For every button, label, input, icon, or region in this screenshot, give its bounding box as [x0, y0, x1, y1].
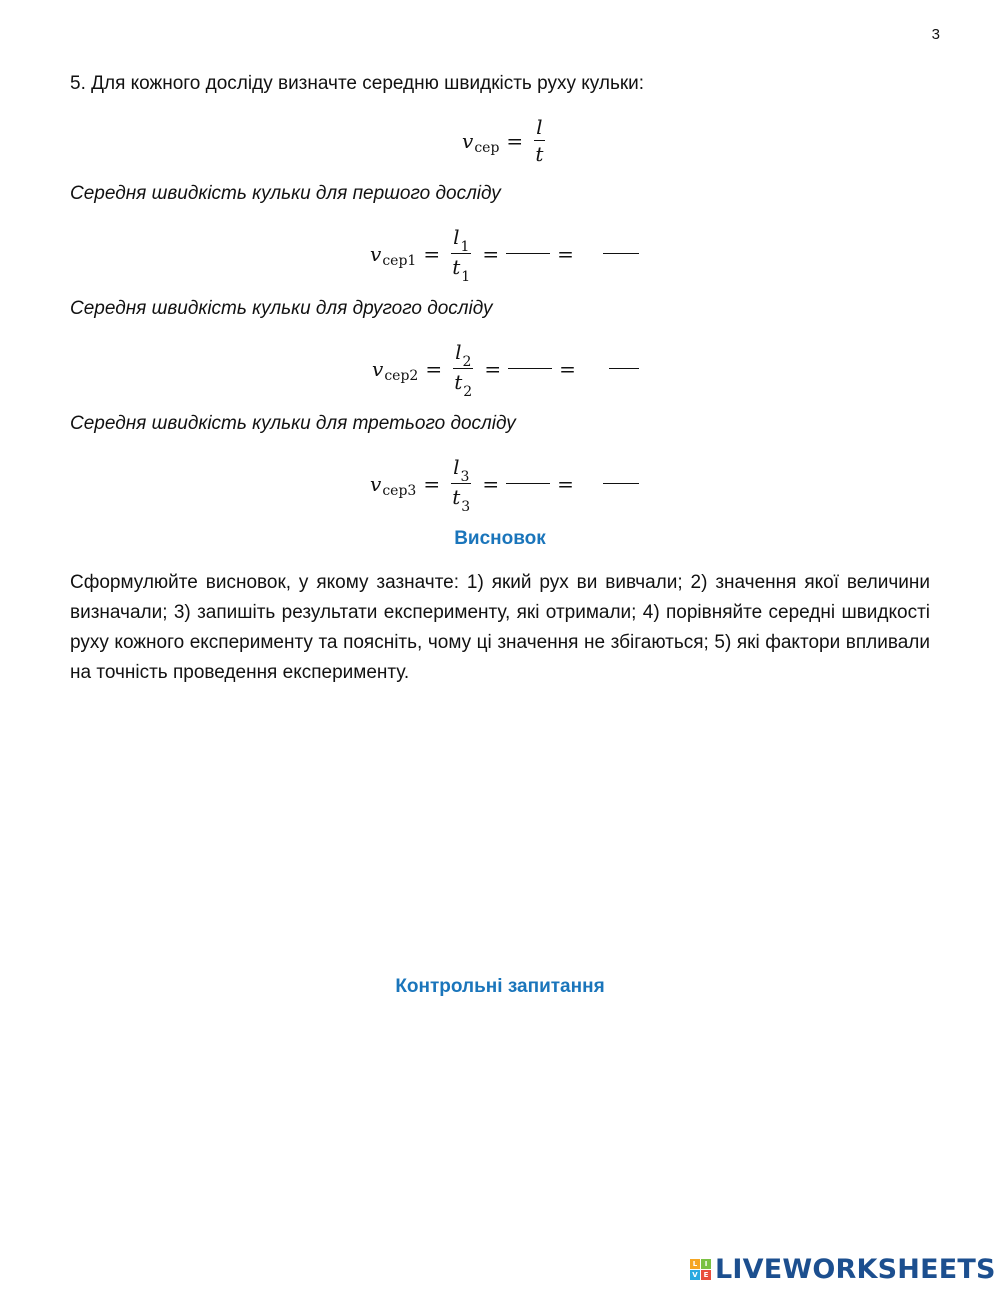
denominator-index: 2 — [463, 384, 473, 400]
formula-equals: = — [559, 356, 576, 381]
experiment-3-caption: Середня швидкість кульки для третього досліду — [70, 413, 516, 434]
formula-numerator: l — [455, 340, 462, 364]
formula-subscript: сер — [474, 139, 500, 156]
formula-equals: = — [506, 128, 524, 153]
formula-fraction — [451, 225, 471, 285]
experiment-1-formula — [370, 225, 639, 285]
formula-subscript: сер1 — [382, 252, 417, 269]
numerator-index: 3 — [460, 469, 470, 485]
formula-v: v — [370, 241, 382, 266]
page-number: 3 — [931, 26, 940, 43]
formula-v: v — [372, 356, 384, 381]
logo-text: LIVEWORKSHEETS — [715, 1254, 996, 1285]
formula-v: v — [370, 471, 382, 496]
formula-numerator: l — [453, 225, 460, 249]
logo-mark-icon — [690, 1259, 711, 1280]
experiment-1-caption: Середня швидкість кульки для першого досліду — [70, 183, 501, 204]
formula-equals: = — [425, 356, 443, 381]
formula-equals: = — [482, 241, 500, 266]
logo-letter: L — [690, 1259, 700, 1269]
formula-denominator: t — [452, 255, 461, 279]
experiment-2-formula — [372, 340, 639, 400]
numerator-index: 1 — [460, 239, 470, 255]
formula-equals: = — [557, 471, 574, 496]
answer-blank-result[interactable] — [609, 368, 639, 369]
formula-equals: = — [482, 471, 500, 496]
logo-letter: V — [690, 1270, 700, 1280]
denominator-index: 3 — [461, 499, 471, 515]
formula-equals: = — [423, 471, 441, 496]
formula-fraction — [451, 455, 471, 515]
formula-numerator: l — [536, 115, 543, 139]
logo-letter: E — [701, 1270, 711, 1280]
formula-equals: = — [423, 241, 441, 266]
formula-equals: = — [557, 241, 574, 266]
experiment-2-caption: Середня швидкість кульки для другого досліду — [70, 298, 493, 319]
conclusion-instructions: Сформулюйте висновок, у якому зазначте: 1) який рух ви вивчали; 2) значення якої величини визначали; 3) запишіть результати експерименту, які отримали; 4) порівняйте середні швидкості руху кожного експерименту та поясніть, чому ці значення не збігаються; 5) які фактори впливали на точність проведення експерименту. — [70, 572, 930, 683]
formula-v: v — [462, 128, 474, 153]
experiment-3-formula — [370, 455, 639, 515]
formula-denominator: t — [535, 142, 544, 166]
answer-blank-fraction[interactable] — [508, 368, 552, 369]
liveworksheets-logo[interactable] — [690, 1254, 996, 1285]
logo-letter: I — [701, 1259, 711, 1269]
formula-fraction — [534, 116, 544, 165]
formula-numerator: l — [453, 455, 460, 479]
answer-blank-result[interactable] — [603, 253, 639, 254]
formula-subscript: сер2 — [384, 367, 419, 384]
numerator-index: 2 — [462, 354, 472, 370]
formula-fraction — [453, 340, 473, 400]
formula-denominator: t — [454, 370, 463, 394]
conclusion-heading: Висновок — [454, 528, 546, 549]
formula-denominator: t — [452, 485, 461, 509]
answer-blank-result[interactable] — [603, 483, 639, 484]
average-speed-formula — [462, 116, 549, 165]
control-questions-heading: Контрольні запитання — [395, 976, 605, 997]
formula-equals: = — [484, 356, 502, 381]
denominator-index: 1 — [461, 269, 471, 285]
task-instruction: 5. Для кожного досліду визначте середню швидкість руху кульки: — [70, 73, 645, 94]
formula-subscript: сер3 — [382, 482, 417, 499]
answer-blank-fraction[interactable] — [506, 483, 550, 484]
answer-blank-fraction[interactable] — [506, 253, 550, 254]
